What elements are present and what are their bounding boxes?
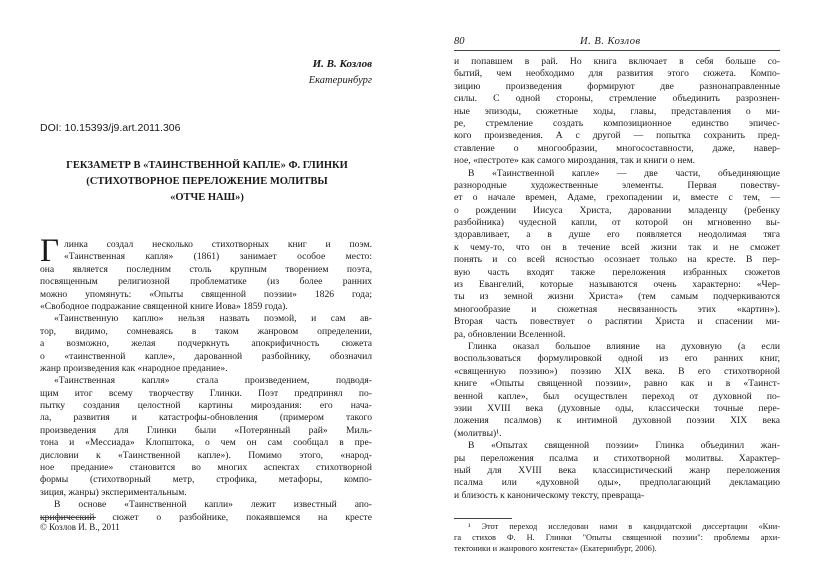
text-line: ет о начале времен, Адаме, грехопадении и, вместе с тем, — <box>454 192 780 204</box>
text-line: зицию произведения формируют две разнонаправленные <box>454 80 780 92</box>
text-line: тона и «Мессиада» Клопштока, о чем он сам сообщал в пре- <box>40 437 372 449</box>
copyright-rule <box>40 517 96 518</box>
text-line: ра, обновлении Вселенной. <box>454 328 566 340</box>
text-line: разнородные художественные элементы. Первая повеству- <box>454 179 780 191</box>
text-line: ре, стремление создать композиционное единство эпичес- <box>454 117 780 129</box>
text-line: понять и со всей ясностью осознает только на кресте. В пер- <box>454 254 780 266</box>
text-line: о «таинственной капле», дарованной разбойнику, обозначил <box>40 350 372 362</box>
text-line: «Таинственную каплю» нельзя назвать поэмой, и сам ав- <box>54 313 372 325</box>
text-line: (молитвы)¹. <box>454 427 502 439</box>
text-line: ное, «пестроте» как самого мироздания, так и книги о нем. <box>454 155 696 167</box>
text-line: кого произведения. А с другой — попытка сохранить пред- <box>454 130 780 142</box>
body-lines <box>40 264 372 524</box>
text-line: «Таинственная капля» стала произведением, подводя- <box>54 375 372 387</box>
text-line: книге «Опыты священной поэзии», равно как и в «Таинст- <box>454 378 780 390</box>
text-line: Вторая часть повествует о распятии Христа и спасении ми- <box>454 316 780 328</box>
page-number: 80 <box>454 36 465 47</box>
text-line: щим итог всему творчеству Глинки. Поэт предпринял по- <box>40 387 372 399</box>
text-line: «Свободное подражание священной книге Иова» 1859 года). <box>40 300 288 312</box>
text-line: В «Опытах священной поэзии» Глинка объединил жан- <box>468 440 780 452</box>
text-line: разбойника) чудесной капли, от которой он мгновенно вы- <box>454 217 780 229</box>
text-line: можно упомянуть: «Опыты священной поэзии» 1826 года; <box>40 288 372 300</box>
text-line: зиция, жанры) экспериментальным. <box>40 486 187 498</box>
title-line: ГЕКЗАМЕТР В «ТАИНСТВЕННОЙ КАПЛЕ» Ф. ГЛИНКИ <box>66 160 348 171</box>
text-line: воспользоваться формулировкой одной из его ранних книг, <box>454 353 780 365</box>
text-line: ты из земной жизни Христа» (тем самым подчеркиваются <box>454 291 780 303</box>
header-rule <box>454 50 780 51</box>
text-line: га стихов Ф. Н. Глинки "Опыты священной поэзии": проблемы архи- <box>454 533 780 542</box>
footnote-rule <box>454 518 512 519</box>
text-line: ные эпизоды, сюжетные ходы, главы, представления о ми- <box>454 105 780 117</box>
text-line: «священную поэзию») поэзию XIX века. В его стихотворной <box>454 365 780 377</box>
text-line: вую часть входят также переложения избранных сюжетов <box>454 266 780 278</box>
text-line: ложения псалмов) к интимной духовной поэзии XIX века <box>454 415 780 427</box>
text-line: она является последним столь крупным творением поэта, <box>40 263 372 275</box>
text-line: силы. С одной стороны, стремление объединить разрознен- <box>454 93 780 105</box>
text-line: бытий, чем необходимо для развития этого сюжета. Компо- <box>454 68 780 80</box>
text-line: посвященным религиозной проблематике (из более ранних <box>40 276 372 288</box>
text-line: тор, видимо, сомневаясь в таком жанровом определении, <box>40 325 372 337</box>
text-line: ры переложения псалма и стихотворной молитвы. Характер- <box>454 452 780 464</box>
text-line: В основе «Таинственной капли» лежит известный апо- <box>54 499 372 511</box>
text-line: линка создал несколько стихотворных книг и поэм. <box>64 239 372 250</box>
footnote <box>454 521 780 554</box>
right-body-text <box>454 56 780 502</box>
text-line: венной капле», был осуществлен переход от духовной по- <box>454 390 780 402</box>
text-line: ¹ Этот переход исследован нами в кандидатской диссертации «Кни- <box>468 522 780 531</box>
text-line: и близость к каноническому тексту, превраща- <box>454 489 645 501</box>
left-body-text <box>40 233 372 524</box>
text-line: пытку создания целостной картины мироздания: его нача- <box>40 400 372 412</box>
title-line: «ОТЧЕ НАШ») <box>170 192 244 203</box>
text-line: ный для XVIII века классицистический жанр переложения <box>454 464 780 476</box>
text-line: ла, развития и катастрофы-обновления (примером такого <box>40 412 372 424</box>
text-line: ставление о многообразии, многосоставности, даже, навер- <box>454 142 780 154</box>
text-line: формы (стихотворный метр, строфика, метафоры, компо- <box>40 474 372 486</box>
text-line: жанр произведения как «народное предание». <box>40 362 228 374</box>
text-line: тектоники и жанрового контекста» (Екатеринбург, 2006). <box>454 544 657 553</box>
text-line: многообразие и сюжетная несвязанность этих «картин»). <box>454 303 780 315</box>
text-line: Глинка оказал большое влияние на духовную (а если <box>468 340 780 352</box>
text-line: произведения для Глинки были «Потерянный рай» Миль- <box>40 424 372 436</box>
text-line: а возможно, желая подчеркнуть апокрифичность сюжета <box>40 338 372 350</box>
text-line: о рождении Иисуса Христа, даровании младенцу (ребенку <box>454 204 780 216</box>
text-line: эзии XVIII века (духовные оды, классически точные пере- <box>454 402 780 414</box>
text-line: ное предание» становится во многих аспектах стихотворной <box>40 462 372 474</box>
doi-text: DOI: 10.15393/j9.art.2011.306 <box>40 122 181 134</box>
text-line: к чему-то, что он в течение всей жизни так и не сможет <box>454 241 780 253</box>
text-line: из Евангелий, которые называются очень характерно: «Чер- <box>454 279 780 291</box>
copyright-text: © Козлов И. В., 2011 <box>40 522 120 532</box>
text-line: дисловии к «Таинственной капле»). Помимо этого, «народ- <box>40 449 372 461</box>
article-title <box>42 158 372 206</box>
text-line: «Таинственная капля» (1861) занимает особое место: <box>64 251 372 263</box>
author-name: И. В. Козлов <box>312 58 372 70</box>
text-line: крифический сюжет о разбойнике, покаявшемся на кресте <box>40 511 372 523</box>
running-head-title: И. В. Козлов <box>580 36 641 47</box>
text-line: и попавшем в рай. Но книга включает в себя больше со- <box>454 56 780 67</box>
text-line: псалма или «духовной оды», предполагающий декламацию <box>454 477 780 489</box>
drop-cap: Г <box>40 233 60 269</box>
author-city: Екатеринбург <box>308 75 372 86</box>
title-line: (СТИХОТВОРНОЕ ПЕРЕЛОЖЕНИЕ МОЛИТВЫ <box>86 176 328 187</box>
text-line: здоравливает, а в душе его появляется неодолимая тяга <box>454 229 780 241</box>
text-line: В «Таинственной капле» — две части, объединяющие <box>468 167 780 179</box>
